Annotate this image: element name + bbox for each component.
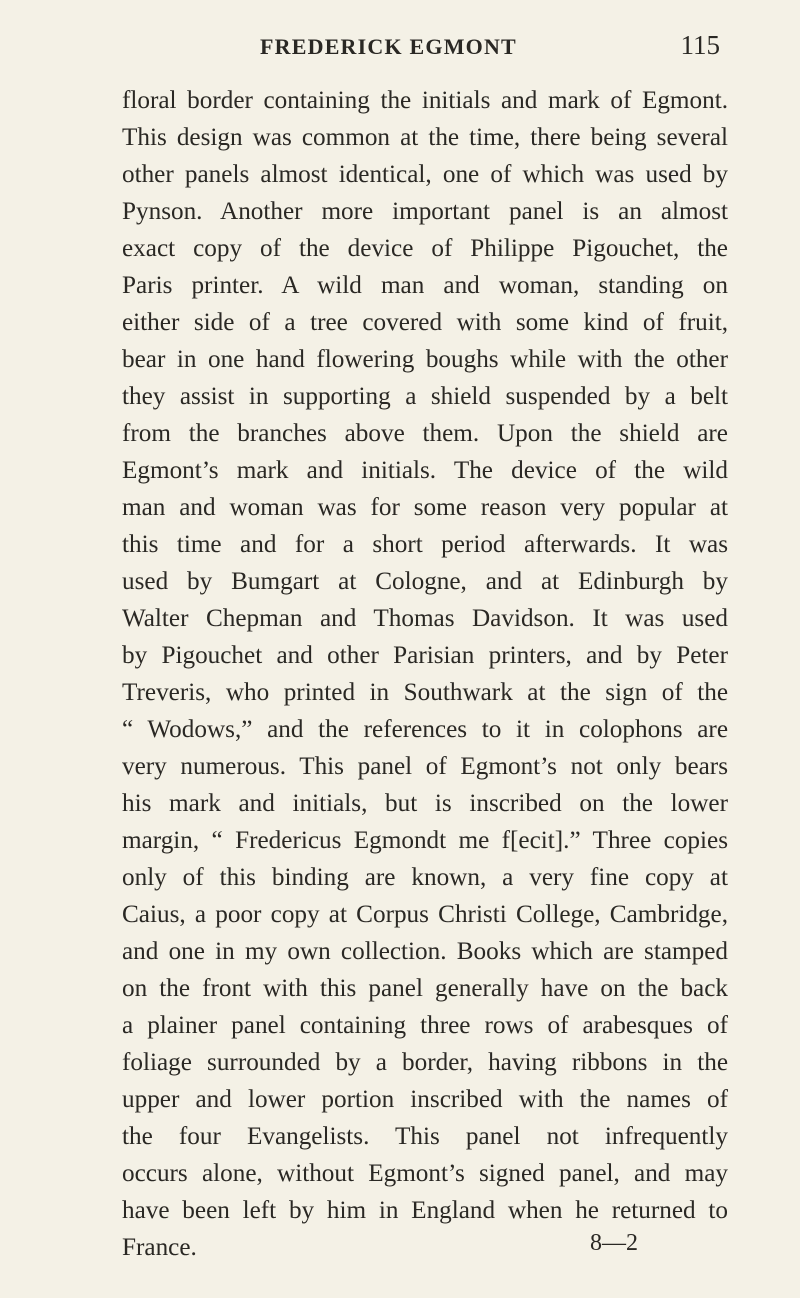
signature-mark: 8—2 [590,1230,638,1256]
text-line: from the branches above them. Upon the shield are [122,420,728,447]
text-line: Treveris, who printed in Southwark at the sign of the [122,679,728,706]
text-line: floral border containing the initials and mark of Egmont. [122,87,728,114]
text-line: on the front with this panel generally have on the back [122,975,728,1002]
text-line: Walter Chepman and Thomas Davidson. It was used [122,605,728,632]
text-line: exact copy of the device of Philippe Pigouchet, the [122,235,728,262]
text-line: This design was common at the time, there being several [122,124,728,151]
text-line: bear in one hand flowering boughs while with the other [122,346,728,373]
text-line: only of this binding are known, a very fine copy at [122,864,728,891]
body-text [122,82,728,1266]
text-line: they assist in supporting a shield suspended by a belt [122,383,728,410]
text-line: and one in my own collection. Books which are stamped [122,938,728,965]
text-line: “ Wodows,” and the references to it in colophons are [122,716,728,743]
text-line: a plainer panel containing three rows of arabesques of [122,1012,728,1039]
text-line: foliage surrounded by a border, having ribbons in the [122,1049,728,1076]
page-number: 115 [680,30,720,60]
text-line: this time and for a short period afterwards. It was [122,531,728,558]
text-line: other panels almost identical, one of which was used by [122,161,728,188]
text-line: man and woman was for some reason very popular at [122,494,728,521]
text-line: by Pigouchet and other Parisian printers, and by Peter [122,642,728,669]
text-line: either side of a tree covered with some kind of fruit, [122,309,728,336]
text-line: Caius, a poor copy at Corpus Christi College, Cambridge, [122,901,728,928]
text-line: have been left by him in England when he returned to [122,1197,728,1224]
text-line: margin, “ Fredericus Egmondt me f[ecit].” Three copies [122,827,728,854]
running-head [120,30,720,64]
text-line: very numerous. This panel of Egmont’s not only bears [122,753,728,780]
text-line: Paris printer. A wild man and woman, standing on [122,272,728,299]
text-line: Egmont’s mark and initials. The device of the wild [122,457,728,484]
text-line: Pynson. Another more important panel is an almost [122,198,728,225]
text-line: used by Bumgart at Cologne, and at Edinburgh by [122,568,728,595]
text-line: occurs alone, without Egmont’s signed panel, and may [122,1160,728,1187]
running-title: FREDERICK EGMONT [260,34,517,59]
text-line: upper and lower portion inscribed with the names of [122,1086,728,1113]
text-line: the four Evangelists. This panel not infrequently [122,1123,728,1150]
text-line: France. [122,1234,197,1261]
text-line: his mark and initials, but is inscribed on the lower [122,790,728,817]
